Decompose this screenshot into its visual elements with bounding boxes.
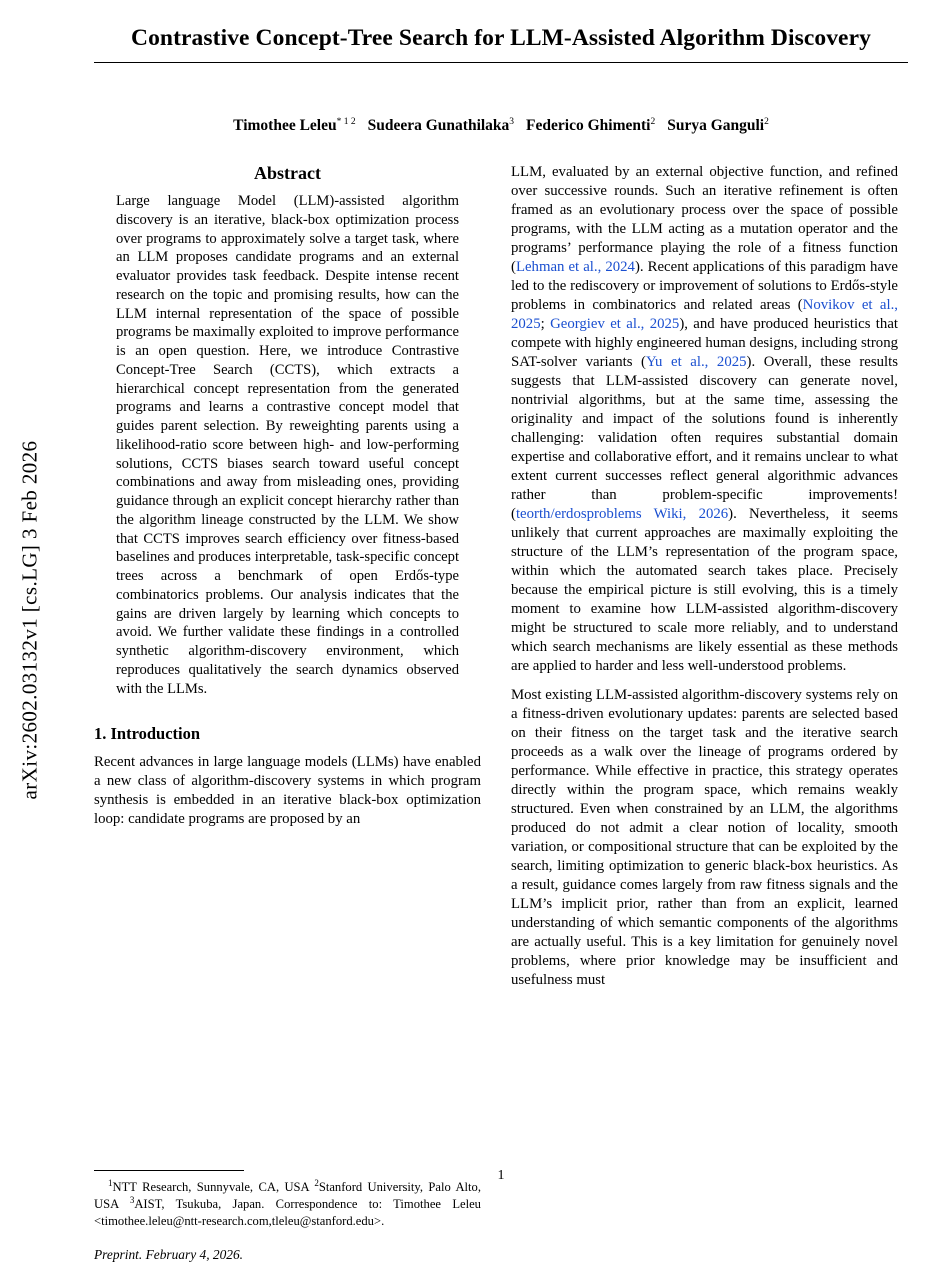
section-heading-introduction — [94, 724, 481, 744]
preprint-note: Preprint. February 4, 2026. — [94, 1247, 244, 1263]
author-name: Federico Ghimenti — [526, 117, 651, 135]
text-run: ). Overall, these results suggests that LLM-assisted discovery can generate novel, nontrivial algorithms, but at the same time, assessing the originality and impact of the solutions found is inherently challenging: validation often requires substantial domain expertise and collaborative effort, and it remains unclear to what extent current successes reflect general algorithmic advances rather than problem-specific improvements!( — [511, 354, 899, 523]
footnote-affiliation-3: AIST, Tsukuba, Japan. Correspondence to: Timothee Leleu <timothee.leleu@ntt-research.com,tleleu@stanford.edu>. — [94, 1197, 481, 1228]
right-column — [511, 163, 898, 1263]
title-rule — [94, 62, 908, 63]
citation-link[interactable]: Novikov et al., 2025 — [511, 297, 898, 333]
right-paragraph-2: Most existing LLM-assisted algorithm-discovery systems rely on a fitness-driven evolutionary updates: parents are selected based on their fitness on the target task and the iterative search proceeds as a walk over the lineage of programs ordered by performance. While effective in practice, this strategy operates directly within the program space, which remains weakly structured. Even when constrained by an LLM, the algorithms produced do not admit a clear notion of locality, smooth variation, or compositional structure that can be exploited by the search, limiting optimization to generic black-box heuristics. As a result, guidance comes largely from raw fitness signals and the LLM’s implicit prior, rather than from an explicit, learned understanding of which semantic components of the algorithms are actually useful. This is a key limitation for genuinely novel problems, where prior knowledge may be insufficient and usefulness must — [511, 687, 898, 989]
two-column-body — [60, 163, 942, 1263]
text-run: ). Nevertheless, it seems unlikely that current approaches are maximally exploiting the structure of the LLM’s representation of the program space, within which the automated search takes place. Precisely because the empirical picture is still evolving, this is a timely moment to examine how LLM-assisted algorithm-discovery might be structured to scale more reliably, and to understand which search mechanisms are likely essential as these methods are applied to harder and less well-understood problems. — [511, 506, 898, 675]
citation-link[interactable]: Lehman et al., 2024 — [515, 259, 635, 276]
author-affiliation-marks: 2 — [764, 117, 769, 128]
intro-paragraph-1: Recent advances in large language models (LLMs) have enabled a new class of algorithm-discovery systems in which program synthesis is embedded in an iterative black-box optimization loop: candidate programs are proposed by an — [94, 754, 481, 828]
arxiv-stamp — [0, 0, 60, 1200]
title-block — [60, 0, 942, 53]
author-affiliation-marks: 3 — [509, 117, 515, 128]
paper-page — [60, 0, 942, 1263]
text-run: LLM, evaluated by an external objective function, and refined over successive rounds. Such an iterative refinement is often framed as an evolutionary process over the space of possible programs, with the LLM acting as a mutation operator and the programs’ performance playing the role of a fitness function ( — [511, 164, 898, 276]
footnote-affiliation-1: NTT Research, Sunnyvale, CA, USA — [112, 1179, 315, 1194]
author-name: Surya Ganguli — [667, 117, 765, 135]
text-run: ). Recent applications of this paradigm have led to the rediscovery or improvement of solutions to Erdős-style problems in combinatorics and related areas ( — [511, 259, 898, 314]
author-list — [60, 115, 942, 137]
abstract-heading: Abstract — [254, 163, 321, 184]
author-entry — [667, 117, 769, 134]
arxiv-stamp-text: arXiv:2602.03132v1 [cs.LG] 3 Feb 2026 — [17, 440, 42, 800]
author-affiliation-marks: * 1 2 — [336, 117, 356, 128]
author-affiliation-marks: 2 — [650, 117, 656, 128]
section-number: 1. — [94, 724, 107, 744]
footnote-mark-2: 2 — [314, 1177, 319, 1188]
footnote-mark-1: 1 — [108, 1177, 113, 1188]
author-name: Sudeera Gunathilaka — [367, 117, 510, 135]
section-title: Introduction — [110, 724, 201, 744]
citation-link[interactable]: Yu et al., 2025 — [645, 354, 747, 371]
author-entry — [526, 117, 655, 134]
author-entry — [368, 117, 514, 134]
left-column — [94, 163, 481, 1263]
right-paragraph-1 — [511, 163, 898, 676]
author-name: Timothee Leleu — [233, 117, 337, 135]
footnote-text — [94, 1178, 481, 1229]
abstract-text: Large language Model (LLM)-assisted algorithm discovery is an iterative, black-box optimization process over programs to approximately solve a target task, where an LLM proposes candidate programs and an external evaluator provides task feedback. Despite intense recent research on the topic and promising results, how can the LLM internal representation of the space of possible programs be maximally exploited to improve performance is an open question. Here, we introduce Contrastive Concept-Tree Search (CCTS), which extracts a hierarchical concept representation from the generated programs and learns a contrastive concept model that guides parent selection. By reweighting parents using a likelihood-ratio score between high- and low-performing solutions, CCTS biases search toward useful concept combinations and away from misleading ones, providing guidance through an explicit concept hierarchy rather than the algorithm lineage constructed by the LLM. We show that CCTS improves search efficiency over fitness-based baselines and produces interpretable, task-specific concept trees across a benchmark of open Erdős-type combinatorics problems. Our analysis indicates that the gains are driven largely by learning which concepts to avoid. We further validate these findings in a controlled synthetic algorithm-discovery environment, which reproduces qualitatively the search dynamics observed with the LLMs. — [116, 193, 459, 697]
citation-link[interactable]: Georgiev et al., 2025 — [550, 316, 680, 333]
page-number: 1 — [497, 1168, 505, 1183]
footnote-affiliation-2: Stanford University, Palo Alto, USA — [94, 1179, 481, 1212]
text-run: ), and have produced heuristics that compete with highly engineered human designs, including strong SAT-solver variants ( — [511, 316, 898, 371]
citation-separator: ; — [540, 316, 551, 333]
footnote-mark-3: 3 — [129, 1195, 135, 1206]
citation-link[interactable]: teorth/erdosproblems Wiki, 2026 — [515, 506, 729, 523]
author-entry — [233, 117, 355, 134]
page-title: Contrastive Concept-Tree Search for LLM-Assisted Algorithm Discovery — [131, 25, 871, 51]
